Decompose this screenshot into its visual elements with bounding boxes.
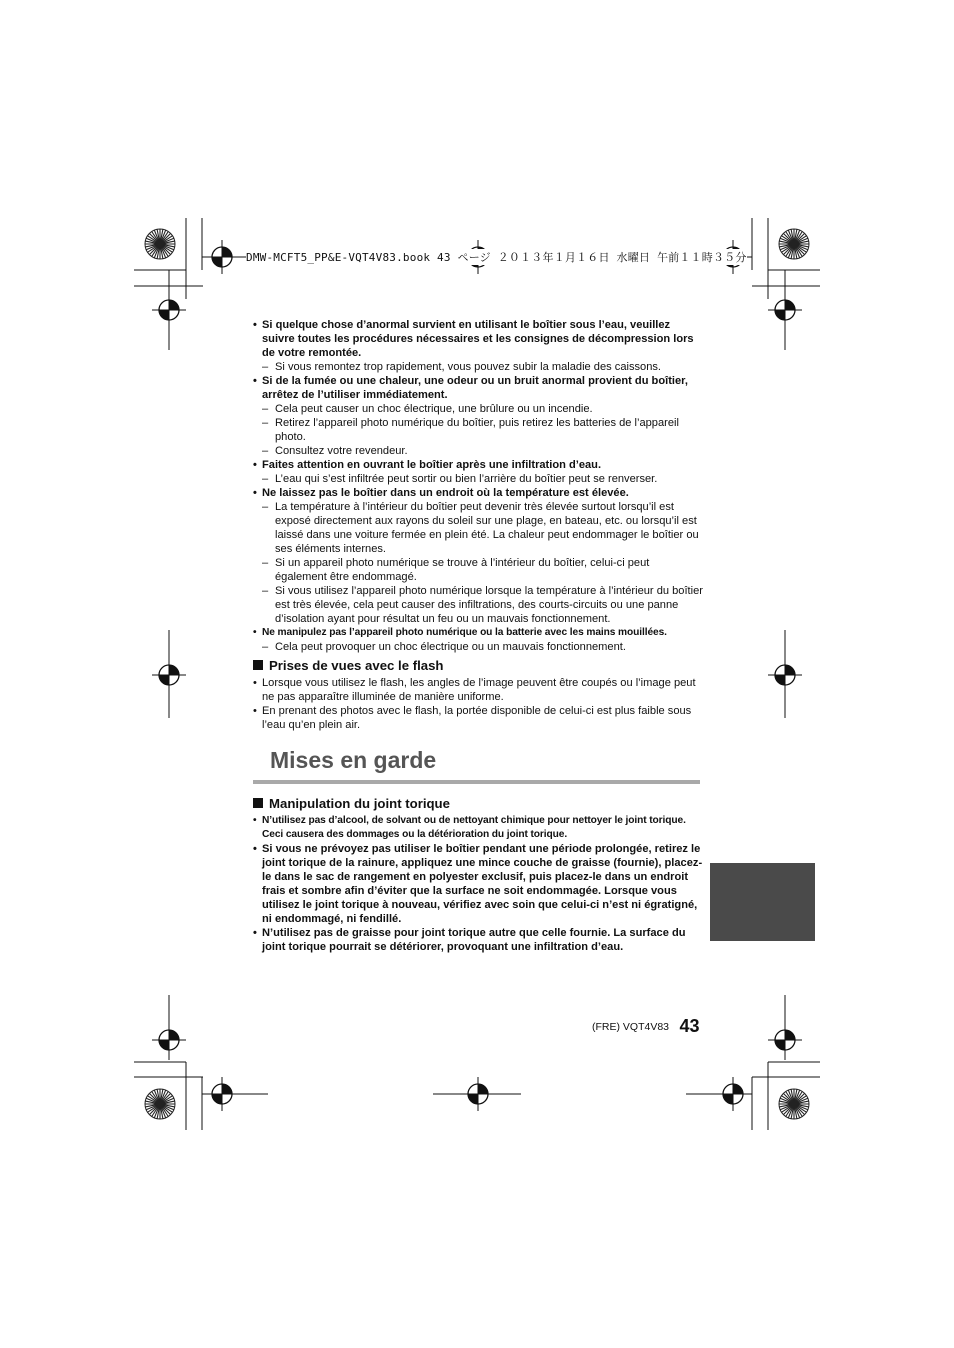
page-number: 43: [679, 1016, 700, 1036]
page-footer: [592, 1016, 700, 1037]
warning-detail: [253, 416, 703, 444]
flash-item-text: Lorsque vous utilisez le flash, les angles de l’image peuvent être coupés ou l’image peut ne pas apparaître illuminée de manière uniforme.: [262, 677, 696, 703]
warning-text: Ne laissez pas le boîtier dans un endroit où la température est élevée.: [262, 487, 629, 499]
square-bullet-icon: [253, 660, 263, 670]
bullet-mark: •: [253, 487, 257, 499]
warning-detail: [253, 640, 703, 654]
warning-detail: [253, 402, 703, 416]
flash-heading-text: Prises de vues avec le flash: [269, 658, 444, 673]
warning-detail: [253, 500, 703, 556]
warning-text: Ne manipulez pas l’appareil photo numérique ou la batterie avec les mains mouillées.: [262, 627, 667, 638]
warning-bullet: [253, 486, 703, 500]
detail-text: Cela peut causer un choc électrique, une brûlure ou un incendie.: [275, 403, 593, 415]
warning-detail: [253, 584, 703, 626]
bullet-mark: •: [253, 927, 257, 939]
bullet-mark: •: [253, 677, 257, 689]
joint-item-text: N’utilisez pas de graisse pour joint torique autre que celle fournie. La surface du joint torique pourrait se détériorer, provoquant une infiltration d’eau.: [262, 927, 686, 953]
detail-text: Si un appareil photo numérique se trouve à l’intérieur du boîtier, celui-ci peut également être endommagé.: [275, 557, 650, 583]
detail-text: Si vous remontez trop rapidement, vous pouvez subir la maladie des caissons.: [275, 361, 662, 373]
joint-item: [253, 926, 703, 954]
warning-detail: [253, 472, 703, 486]
bullet-mark: •: [253, 319, 257, 331]
manual-reference: (FRE) VQT4V83: [592, 1021, 670, 1033]
warning-bullet: [253, 626, 703, 640]
warning-text: Si quelque chose d’anormal survient en utilisant le boîtier sous l’eau, veuillez suivre toutes les procédures nécessaires et les consignes de décompression lors de votre remontée.: [262, 319, 694, 359]
joint-item: [253, 814, 703, 842]
bullet-mark: •: [253, 459, 257, 471]
section-tab: [710, 863, 815, 941]
warning-bullet: [253, 318, 703, 360]
bullet-mark: •: [253, 375, 257, 387]
page-title: Mises en garde: [270, 747, 437, 773]
warning-bullet: [253, 374, 703, 402]
title-rule: [253, 780, 700, 784]
flash-item: [253, 704, 703, 732]
dash-mark: –: [262, 585, 269, 597]
detail-text: Cela peut provoquer un choc électrique ou un mauvais fonctionnement.: [275, 641, 626, 653]
flash-heading: [253, 658, 703, 674]
flash-item: [253, 676, 703, 704]
bullet-mark: •: [253, 843, 257, 855]
dash-mark: –: [262, 445, 269, 457]
dash-mark: –: [262, 403, 269, 415]
detail-text: La température à l’intérieur du boîtier peut devenir très élevée surtout lorsqu’il est exposé directement aux rayons du soleil sur une plage, en bateau, etc. ou lorsqu’il est laissé dans une voiture fermée en plein été. La chaleur peut endommager le boîtier ou ses éléments internes.: [275, 501, 699, 555]
joint-heading-text: Manipulation du joint torique: [269, 796, 450, 811]
detail-text: Consultez votre revendeur.: [275, 445, 408, 457]
dash-mark: –: [262, 361, 269, 373]
square-bullet-icon: [253, 798, 263, 808]
detail-text: L’eau qui s’est infiltrée peut sortir ou bien l’arrière du boîtier peut se renverser.: [275, 473, 658, 485]
warning-bullet: [253, 458, 703, 472]
joint-heading: [253, 796, 703, 812]
warning-text: Faites attention en ouvrant le boîtier après une infiltration d’eau.: [262, 459, 602, 471]
main-content: [253, 318, 703, 954]
bullet-mark: •: [253, 705, 257, 717]
warning-detail: [253, 360, 703, 374]
print-header: DMW-MCFT5_PP&E-VQT4V83.book 43 ページ ２０１３年１月１６日 水曜日 午前１１時３５分: [246, 251, 747, 264]
warning-detail: [253, 444, 703, 458]
warning-text: Si de la fumée ou une chaleur, une odeur ou un bruit anormal provient du boîtier, arrêtez de l’utiliser immédiatement.: [262, 375, 688, 401]
dash-mark: –: [262, 557, 269, 569]
joint-item-text: N’utilisez pas d’alcool, de solvant ou de nettoyant chimique pour nettoyer le joint torique. Ceci causera des dommages ou la détérioration du joint torique.: [262, 815, 686, 840]
warning-detail: [253, 556, 703, 584]
joint-item: [253, 842, 703, 926]
dash-mark: –: [262, 417, 269, 429]
dash-mark: –: [262, 501, 269, 513]
bullet-mark: •: [253, 815, 257, 826]
bullet-mark: •: [253, 627, 257, 638]
joint-item-text: Si vous ne prévoyez pas utiliser le boîtier pendant une période prolongée, retirez le joint torique de la rainure, appliquez une mince couche de graisse (fournie), placez-le dans le sac de rangement en polyester exclusif, puis placez-le dans un endroit frais et sombre afin d’éviter que la surface ne soit endommagée. Lorsque vous utilisez le joint torique à nouveau, vérifiez avec soin que celui-ci n’est ni égratigné, ni endommagé, ni fendillé.: [262, 843, 703, 925]
detail-text: Retirez l’appareil photo numérique du boîtier, puis retirez les batteries de l’appareil photo.: [275, 417, 679, 443]
dash-mark: –: [262, 641, 269, 653]
flash-item-text: En prenant des photos avec le flash, la portée disponible de celui-ci est plus faible sous l’eau qu’en plein air.: [262, 705, 692, 731]
dash-mark: –: [262, 473, 269, 485]
detail-text: Si vous utilisez l’appareil photo numérique lorsque la température à l’intérieur du boîtier est très élevée, cela peut causer des infiltrations, des courts-circuits ou une panne d’isolation ayant pour résultat un feu ou un mauvais fonctionnement.: [275, 585, 703, 625]
